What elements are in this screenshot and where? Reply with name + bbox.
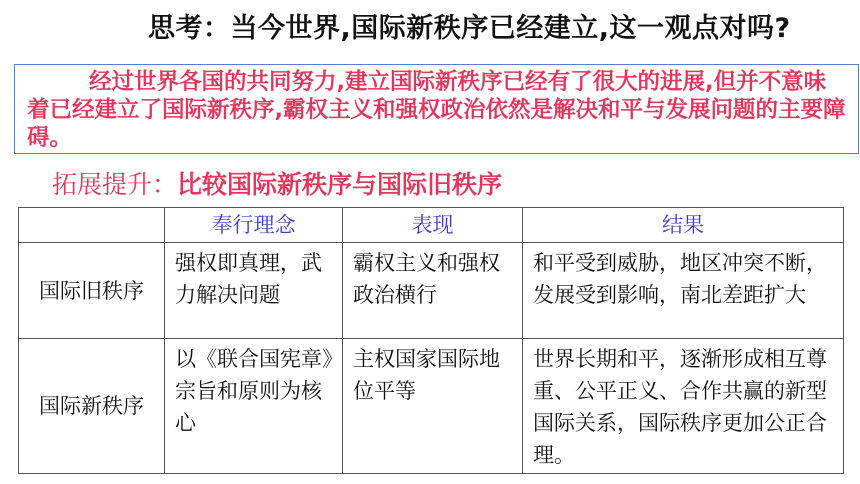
cell-performance: 主权国家国际地位平等 xyxy=(343,339,523,474)
extension-label: 拓展提升： xyxy=(52,170,178,199)
cell-performance: 霸权主义和强权政治横行 xyxy=(343,243,523,339)
question-heading: 思考：当今世界,国际新秩序已经建立,这一观点对吗? xyxy=(148,13,791,44)
table-header-corner xyxy=(19,208,165,243)
row-name-old-order: 国际旧秩序 xyxy=(19,243,165,339)
table-row xyxy=(19,339,844,474)
table-header-row xyxy=(19,208,844,243)
table-header-concept: 奉行理念 xyxy=(165,208,343,243)
comparison-table xyxy=(18,207,844,474)
answer-text: 经过世界各国的共同努力,建立国际新秩序已经有了很大的进展,但并不意味着已经建立了国际新秩序,霸权主义和强权政治依然是解决和平与发展问题的主要障碍。 xyxy=(27,69,846,151)
extension-topic: 比较国际新秩序与国际旧秩序 xyxy=(177,170,503,199)
table-row xyxy=(19,243,844,339)
row-name-new-order: 国际新秩序 xyxy=(19,339,165,474)
table-header-result: 结果 xyxy=(523,208,844,243)
cell-concept: 强权即真理，武力解决问题 xyxy=(165,243,343,339)
table-header-performance: 表现 xyxy=(343,208,523,243)
cell-result: 和平受到威胁，地区冲突不断，发展受到影响，南北差距扩大 xyxy=(523,243,844,339)
cell-result: 世界长期和平，逐渐形成相互尊重、公平正义、合作共赢的新型国际关系，国际秩序更加公正合理。 xyxy=(523,339,844,474)
cell-concept: 以《联合国宪章》宗旨和原则为核心 xyxy=(165,339,343,474)
answer-box xyxy=(14,64,859,154)
extension-heading xyxy=(52,165,502,201)
